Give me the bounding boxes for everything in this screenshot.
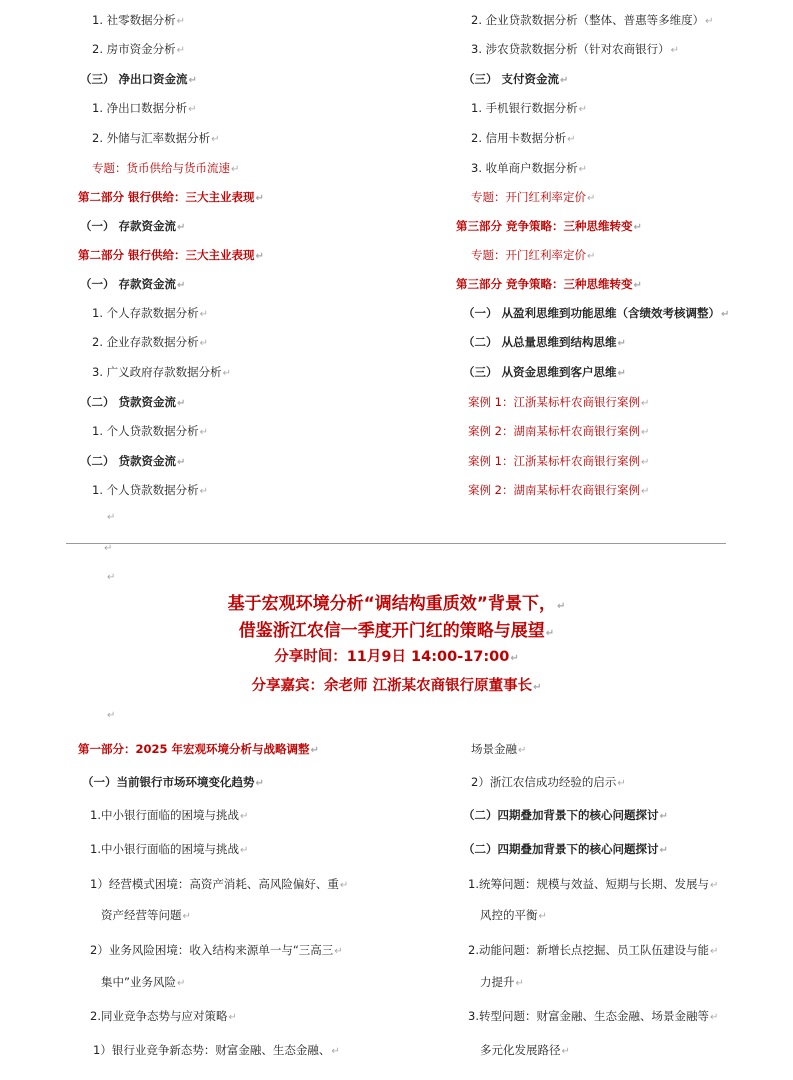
paragraph-mark: ↵ [617, 338, 626, 349]
paragraph-mark: ↵ [177, 280, 186, 291]
paragraph-mark: ↵ [515, 978, 524, 989]
line-text: 2.动能问题：新增长点挖掘、员工队伍建设与能 [468, 943, 709, 957]
paragraph-mark: ↵ [222, 368, 232, 379]
paragraph-mark: ↵ [640, 427, 650, 438]
text-line [92, 482, 208, 500]
paragraph-mark: ↵ [587, 251, 596, 262]
paragraph-mark: ↵ [310, 745, 319, 756]
paragraph-mark: ↵ [640, 486, 650, 497]
paragraph-mark: ↵ [188, 75, 197, 86]
paragraph-mark: ↵ [705, 16, 714, 27]
line-text: 场景金融 [471, 742, 517, 756]
line-text: 1. 社零数据分析 [92, 13, 176, 27]
paragraph-mark: ↵ [578, 164, 588, 175]
line-text: 3. 广义政府存款数据分析 [92, 365, 222, 379]
text-line [82, 774, 264, 792]
paragraph-mark: ↵ [199, 309, 209, 320]
text-line [471, 247, 595, 265]
line-text: 第三部分 竞争策略：三种思维转变 [456, 277, 633, 291]
text-line [80, 218, 185, 236]
paragraph-mark: ↵ [670, 45, 680, 56]
paragraph-mark: ↵ [334, 946, 343, 957]
text-line [463, 807, 668, 825]
event-guest: 分享嘉宾：余老师 江浙某农商银行原董事长↵ [251, 678, 542, 694]
line-text: 第二部分 银行供给：三大主业表现 [78, 190, 255, 204]
paragraph-mark: ↵ [188, 104, 197, 115]
text-line [468, 942, 718, 960]
line-text: 案例 1：江浙某标杆农商银行案例 [468, 454, 640, 468]
text-line [92, 160, 239, 178]
paragraph-mark: ↵ [255, 251, 264, 262]
line-text: 专题：开门红利率定价 [471, 248, 586, 262]
text-line [92, 334, 208, 352]
text-line [463, 334, 626, 352]
text-line [101, 907, 191, 925]
text-line [80, 71, 197, 89]
paragraph-mark: ↵ [231, 164, 240, 175]
line-text: 2. 企业存款数据分析 [92, 335, 199, 349]
paragraph-mark: ↵ [255, 778, 264, 789]
text-line [456, 218, 642, 236]
paragraph-mark: ↵ [199, 486, 209, 497]
text-line [92, 305, 208, 323]
line-text: 2）业务风险困境：收入结构来源单一与“三高三 [90, 943, 334, 957]
paragraph-mark: ↵ [199, 338, 209, 349]
text-line [90, 1008, 237, 1026]
line-text: 1. 个人存款数据分析 [92, 306, 199, 320]
paragraph-mark: ↵ [709, 946, 719, 957]
text-line [471, 160, 587, 178]
text-line [92, 130, 220, 148]
line-text: （三） 从资金思维到客户思维 [463, 365, 617, 379]
paragraph-mark: ↵ [211, 134, 220, 145]
line-text: 第一部分：2025 年宏观环境分析与战略调整 [78, 742, 310, 756]
line-text: （一） 从盈利思维到功能思维（含绩效考核调整） [463, 306, 721, 320]
paragraph-mark: ↵ [633, 222, 642, 233]
text-line [92, 12, 185, 30]
paragraph-mark: ↵ [640, 398, 650, 409]
paragraph-mark: ↵ [721, 309, 730, 320]
text-line [92, 364, 231, 382]
paragraph-mark: ↵ [176, 978, 186, 989]
text-line [471, 12, 714, 30]
text-line [463, 305, 729, 323]
text-line [93, 1042, 340, 1060]
line-text: 1.中小银行面临的困境与挑战 [90, 808, 239, 822]
paragraph-mark: ↵ [176, 45, 186, 56]
line-text: （三） 支付资金流 [463, 72, 560, 86]
line-text: 1）银行业竞争新态势：财富金融、生态金融、 [93, 1043, 331, 1057]
line-text: 资产经营等问题 [101, 908, 182, 922]
paragraph-mark: ↵ [176, 16, 186, 27]
text-line [90, 876, 348, 894]
line-text: 2.同业竞争态势与应对策略 [90, 1009, 228, 1023]
text-line [471, 41, 679, 59]
paragraph-mark: ↵ [709, 1012, 719, 1023]
line-text: （三） 净出口资金流 [80, 72, 188, 86]
text-line [468, 453, 649, 471]
paragraph-mark: ↵ [709, 880, 719, 891]
line-text: 1. 个人贷款数据分析 [92, 483, 199, 497]
line-text: 2. 企业贷款数据分析（整体、普惠等多维度） [471, 13, 705, 27]
text-line [471, 130, 576, 148]
paragraph-mark: ↵ [177, 398, 186, 409]
line-text: （二）四期叠加背景下的核心问题探讨 [463, 808, 659, 822]
event-time: 分享时间：11月9日 14:00-17:00↵ [274, 649, 519, 665]
line-text: 案例 2：湖南某标杆农商银行案例 [468, 483, 640, 497]
paragraph-mark: ↵ [177, 457, 186, 468]
page-break-divider [66, 543, 726, 544]
empty-paragraph-mark: ↵ [104, 543, 113, 554]
line-text: 案例 2：湖南某标杆农商银行案例 [468, 424, 640, 438]
paragraph-mark: ↵ [177, 222, 186, 233]
paragraph-mark: ↵ [339, 880, 349, 891]
line-text: 1.统筹问题：规模与效益、短期与长期、发展与 [468, 877, 709, 891]
paragraph-mark: ↵ [561, 1046, 570, 1057]
text-line [471, 100, 587, 118]
text-line [78, 189, 264, 207]
line-text: 1. 个人贷款数据分析 [92, 424, 199, 438]
line-text: 2. 信用卡数据分析 [471, 131, 567, 145]
line-text: （一） 存款资金流 [80, 277, 177, 291]
text-line [92, 100, 197, 118]
empty-paragraph-mark: ↵ [107, 512, 116, 523]
paragraph-mark: ↵ [617, 368, 626, 379]
text-line [90, 807, 248, 825]
line-text: 3.转型问题：财富金融、生态金融、场景金融等 [468, 1009, 709, 1023]
text-line [92, 423, 208, 441]
paragraph-mark: ↵ [228, 1012, 237, 1023]
empty-paragraph-mark: ↵ [107, 572, 116, 583]
line-text: 2. 房市资金分析 [92, 42, 176, 56]
paragraph-mark: ↵ [617, 778, 626, 789]
text-line [468, 423, 649, 441]
paragraph-mark: ↵ [659, 845, 668, 856]
line-text: （二）四期叠加背景下的核心问题探讨 [463, 842, 659, 856]
text-line [480, 1042, 570, 1060]
paragraph-mark: ↵ [538, 911, 547, 922]
paragraph-mark: ↵ [182, 911, 191, 922]
line-text: （一） 存款资金流 [80, 219, 177, 233]
line-text: （二） 贷款资金流 [80, 454, 177, 468]
line-text: 风控的平衡 [480, 908, 538, 922]
paragraph-mark: ↵ [518, 745, 527, 756]
text-line [468, 394, 649, 412]
text-line [101, 974, 185, 992]
text-line [471, 189, 595, 207]
paragraph-mark: ↵ [199, 427, 209, 438]
line-text: 第三部分 竞争策略：三种思维转变 [456, 219, 633, 233]
line-text: 1. 净出口数据分析 [92, 101, 188, 115]
text-line [468, 876, 718, 894]
text-line [456, 276, 642, 294]
text-line [78, 247, 264, 265]
text-line [463, 841, 668, 859]
line-text: （一）当前银行市场环境变化趋势 [82, 775, 255, 789]
text-line [90, 942, 343, 960]
line-text: 2）浙江农信成功经验的启示 [471, 775, 617, 789]
event-title-line-1: 基于宏观环境分析“调结构重质效”背景下，↵ [227, 594, 566, 614]
line-text: 专题：货币供给与货币流速 [92, 161, 230, 175]
line-text: 3. 收单商户数据分析 [471, 161, 578, 175]
line-text: 力提升 [480, 975, 515, 989]
paragraph-mark: ↵ [640, 457, 650, 468]
text-line [78, 741, 319, 759]
text-line [463, 364, 626, 382]
text-line [471, 774, 626, 792]
line-text: 第二部分 银行供给：三大主业表现 [78, 248, 255, 262]
line-text: 专题：开门红利率定价 [471, 190, 586, 204]
paragraph-mark: ↵ [578, 104, 588, 115]
text-line [90, 841, 248, 859]
line-text: 2. 外储与汇率数据分析 [92, 131, 211, 145]
line-text: 1.中小银行面临的困境与挑战 [90, 842, 239, 856]
line-text: 1）经营模式困境：高资产消耗、高风险偏好、重 [90, 877, 339, 891]
text-line [468, 1008, 718, 1026]
line-text: 多元化发展路径 [480, 1043, 561, 1057]
text-line [480, 974, 524, 992]
paragraph-mark: ↵ [239, 845, 249, 856]
line-text: 3. 涉农贷款数据分析（针对农商银行） [471, 42, 670, 56]
text-line [80, 394, 185, 412]
text-line [463, 71, 568, 89]
line-text: 1. 手机银行数据分析 [471, 101, 578, 115]
text-line [468, 482, 649, 500]
paragraph-mark: ↵ [255, 193, 264, 204]
paragraph-mark: ↵ [239, 811, 249, 822]
text-line [480, 907, 547, 925]
empty-paragraph-mark: ↵ [107, 710, 116, 721]
paragraph-mark: ↵ [659, 811, 668, 822]
paragraph-mark: ↵ [560, 75, 569, 86]
text-line [80, 453, 185, 471]
line-text: 集中”业务风险 [101, 975, 176, 989]
paragraph-mark: ↵ [331, 1046, 340, 1057]
text-line [92, 41, 185, 59]
paragraph-mark: ↵ [567, 134, 576, 145]
line-text: 案例 1：江浙某标杆农商银行案例 [468, 395, 640, 409]
text-line [471, 741, 526, 759]
paragraph-mark: ↵ [587, 193, 596, 204]
text-line [80, 276, 185, 294]
event-title-line-2: 借鉴浙江农信一季度开门红的策略与展望↵ [238, 621, 555, 641]
line-text: （二） 从总量思维到结构思维 [463, 335, 617, 349]
paragraph-mark: ↵ [633, 280, 642, 291]
line-text: （二） 贷款资金流 [80, 395, 177, 409]
